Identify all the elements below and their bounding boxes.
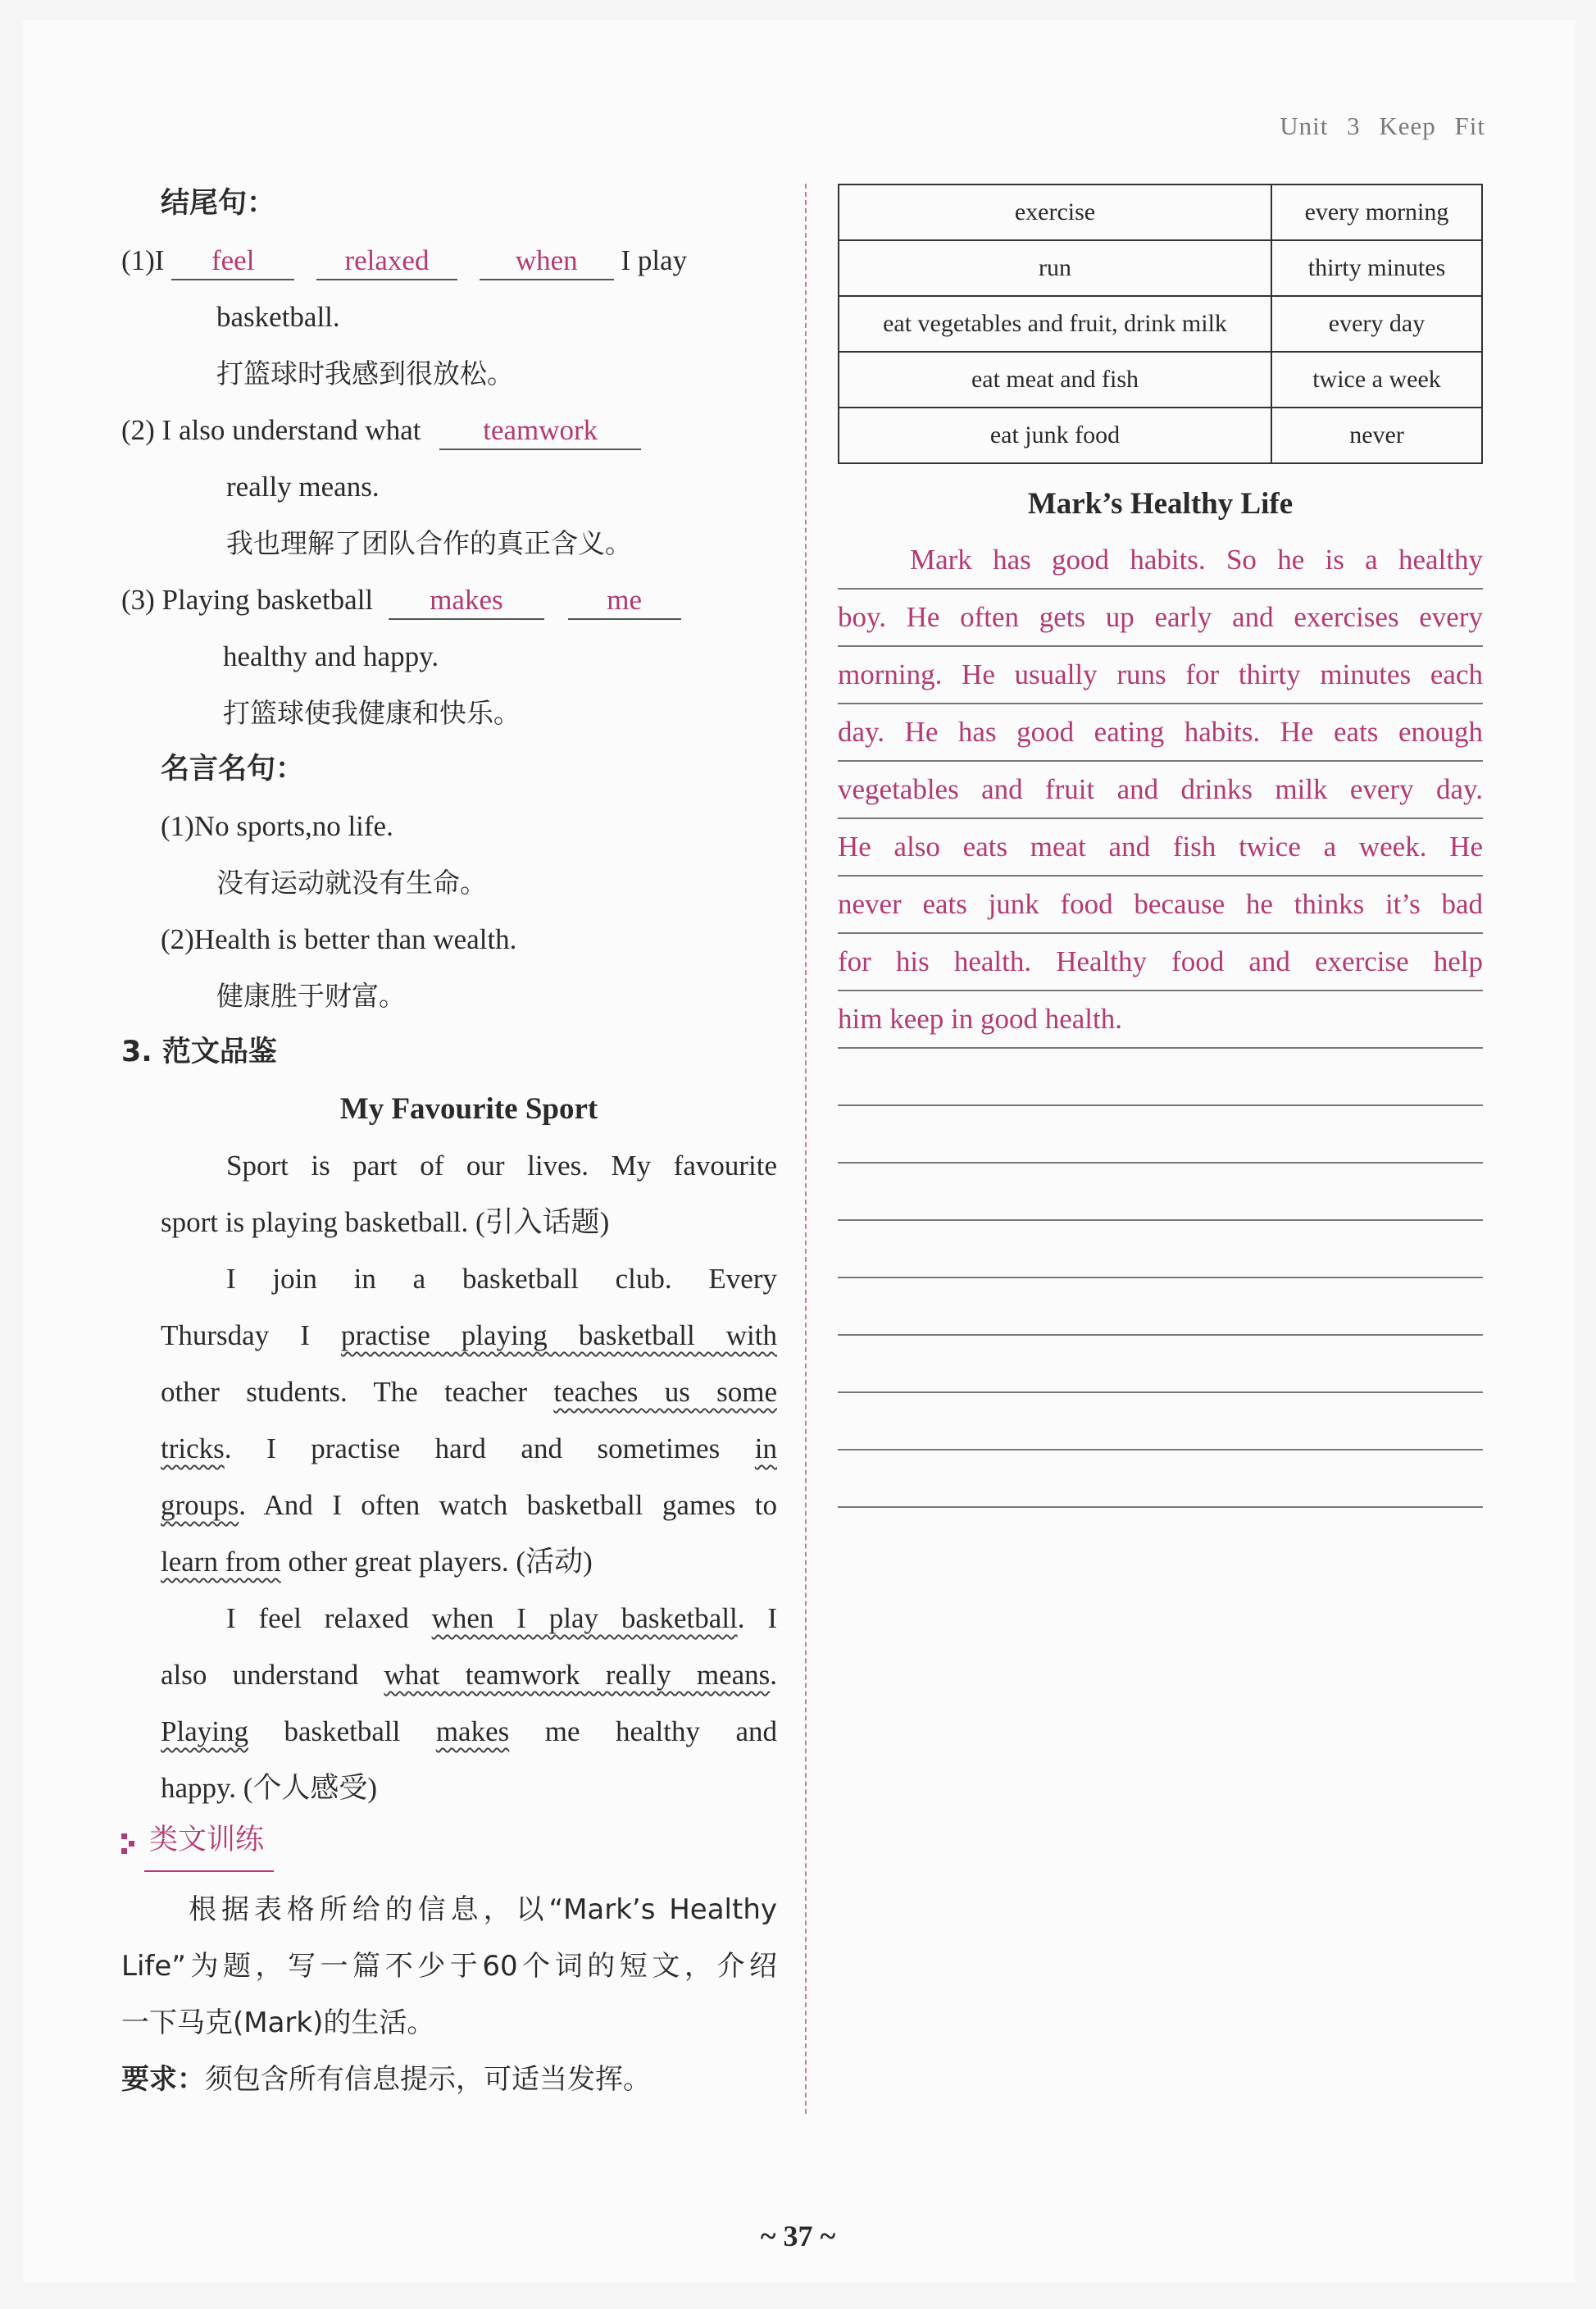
- highlighted-phrase: teaches us some: [553, 1376, 778, 1408]
- right-column: [838, 184, 1483, 1508]
- writing-line[interactable]: [838, 1049, 1483, 1106]
- plain-text: . I practise hard and sometimes: [224, 1432, 721, 1464]
- essay-line: [161, 1703, 777, 1760]
- essay-line: happy. (个人感受): [161, 1772, 378, 1804]
- sample-heading: 3. 范文品鉴: [121, 1036, 277, 1068]
- essay-line: sport is playing basketball. (引入话题): [161, 1206, 610, 1238]
- essay-line: him keep in good health.: [838, 991, 1483, 1049]
- writing-line[interactable]: [838, 1451, 1483, 1508]
- essay-line: never eats junk food because he thinks it’s bad: [838, 877, 1483, 934]
- essay-line: [161, 1477, 777, 1533]
- activity-cell: eat meat and fish: [839, 352, 1271, 408]
- writing-line[interactable]: [838, 1164, 1483, 1221]
- table-row: [839, 240, 1482, 296]
- quote-1-translation: 没有运动就没有生命。: [216, 867, 487, 899]
- plain-text: me healthy and: [544, 1715, 778, 1747]
- essay-line: [161, 1533, 777, 1590]
- essay-line: [161, 1307, 777, 1364]
- essay-line: vegetables and fruit and drinks milk every day.: [838, 762, 1483, 819]
- page: [23, 20, 1576, 2283]
- highlighted-phrase: practise playing basketball with: [340, 1319, 777, 1351]
- highlighted-phrase: what teamwork really means: [384, 1659, 771, 1691]
- sample-title: My Favourite Sport: [339, 1092, 598, 1126]
- sentence-continuation: really means.: [226, 471, 380, 503]
- plain-text: . And I often watch basketball games to: [239, 1489, 777, 1521]
- plain-text: .: [770, 1659, 778, 1691]
- plain-text: basketball: [284, 1715, 401, 1747]
- frequency-cell: never: [1271, 408, 1482, 463]
- dots-icon: [121, 1830, 138, 1855]
- practice-tag: 类文训练: [144, 1812, 274, 1872]
- plain-text: I feel relaxed: [226, 1602, 409, 1634]
- essay-line: boy. He often gets up early and exercises every: [838, 590, 1483, 647]
- ending-sentence-1: [121, 232, 777, 289]
- writing-line[interactable]: [838, 1336, 1483, 1393]
- ending-sentence-3: [121, 572, 777, 628]
- highlighted-phrase: when I play basketball: [431, 1602, 738, 1634]
- answer-blank: me: [568, 582, 681, 620]
- model-essay: [838, 532, 1483, 1049]
- table-row: [839, 352, 1482, 408]
- requirement-line: [121, 2052, 777, 2108]
- instruction-line: 根据表格所给的信息，以“Mark’s Healthy: [189, 1893, 777, 1926]
- highlighted-phrase: learn from: [161, 1546, 281, 1578]
- essay-line: I join in a basketball club. Every: [226, 1263, 777, 1295]
- ending-sentence-2: [121, 402, 777, 458]
- writing-line[interactable]: [838, 1221, 1483, 1278]
- quote-2-translation: 健康胜于财富。: [216, 980, 406, 1012]
- page-number: ~ 37 ~: [760, 2220, 836, 2252]
- plain-text: . I: [737, 1602, 778, 1634]
- practice-instructions: [121, 1882, 777, 2108]
- highlighted-phrase: groups: [161, 1489, 239, 1521]
- frequency-cell: thirty minutes: [1271, 240, 1482, 296]
- quotes-heading: 名言名句：: [161, 753, 305, 786]
- highlighted-phrase: tricks: [161, 1432, 225, 1464]
- answer-blank: relaxed: [316, 243, 457, 280]
- essay-line: [161, 1420, 777, 1477]
- practice-header: [121, 1811, 777, 1872]
- frequency-cell: every day: [1271, 296, 1482, 352]
- highlighted-phrase: makes: [435, 1715, 510, 1747]
- plain-text: other great players. (活动): [288, 1546, 593, 1578]
- answer-blank: when: [480, 243, 614, 280]
- activity-cell: exercise: [839, 184, 1271, 240]
- sentence-text: (2) I also understand what: [121, 414, 421, 446]
- running-header: Unit 3 Keep Fit: [1280, 112, 1485, 140]
- sentence-tail: I play: [621, 244, 688, 276]
- essay-line: day. He has good eating habits. He eats enough: [838, 704, 1483, 762]
- essay-line: morning. He usually runs for thirty minutes each: [838, 647, 1483, 704]
- essay-line: [161, 1364, 777, 1420]
- sentence-text: (3) Playing basketball: [121, 584, 374, 616]
- instruction-line: 一下马克(Mark)的生活。: [121, 2006, 435, 2039]
- column-divider: [805, 184, 807, 2114]
- answer-blank: makes: [389, 582, 544, 620]
- essay-title: Mark’s Healthy Life: [1027, 487, 1294, 521]
- quote-2: (2)Health is better than wealth.: [161, 923, 517, 955]
- answer-blank: teamwork: [439, 412, 641, 450]
- sentence-number: (1)I: [121, 244, 165, 276]
- table-row: [839, 296, 1482, 352]
- highlighted-phrase: in: [754, 1432, 778, 1464]
- essay-line: for his health. Healthy food and exercise help: [838, 934, 1483, 991]
- chinese-translation: 打篮球使我健康和快乐。: [223, 697, 521, 729]
- chinese-translation: 打篮球时我感到很放松。: [216, 358, 514, 389]
- table-row: [839, 408, 1482, 463]
- plain-text: Thursday I: [161, 1319, 310, 1351]
- ending-heading: 结尾句：: [161, 187, 276, 220]
- chinese-translation: 我也理解了团队合作的真正含义。: [226, 527, 632, 559]
- essay-line: Sport is part of our lives. My favourite: [226, 1150, 777, 1182]
- writing-line[interactable]: [838, 1106, 1483, 1164]
- table-row: [839, 184, 1482, 240]
- sentence-continuation: basketball.: [216, 301, 340, 333]
- plain-text: also understand: [161, 1659, 359, 1691]
- quote-1: (1)No sports,no life.: [161, 810, 393, 842]
- activity-cell: eat vegetables and fruit, drink milk: [839, 296, 1271, 352]
- plain-text: other students. The teacher: [161, 1376, 528, 1408]
- writing-line[interactable]: [838, 1393, 1483, 1451]
- frequency-cell: twice a week: [1271, 352, 1482, 408]
- left-column: [121, 175, 777, 2108]
- sentence-continuation: healthy and happy.: [223, 640, 439, 672]
- info-table: [838, 184, 1483, 464]
- sample-essay: [121, 1137, 777, 1816]
- essay-line: [161, 1646, 777, 1703]
- writing-lines: [838, 1049, 1483, 1508]
- essay-line: [161, 1590, 777, 1646]
- writing-line[interactable]: [838, 1278, 1483, 1336]
- requirement-label: 要求：: [121, 2063, 205, 2096]
- activity-cell: eat junk food: [839, 408, 1271, 463]
- frequency-cell: every morning: [1271, 184, 1482, 240]
- answer-blank: feel: [171, 243, 294, 280]
- activity-cell: run: [839, 240, 1271, 296]
- essay-line: Mark has good habits. So he is a healthy: [838, 532, 1483, 590]
- requirement-text: 须包含所有信息提示，可适当发挥。: [205, 2063, 651, 2096]
- essay-line: He also eats meat and fish twice a week. He: [838, 819, 1483, 877]
- highlighted-phrase: Playing: [161, 1715, 248, 1747]
- instruction-line: Life”为题，写一篇不少于60个词的短文，介绍: [121, 1950, 777, 1983]
